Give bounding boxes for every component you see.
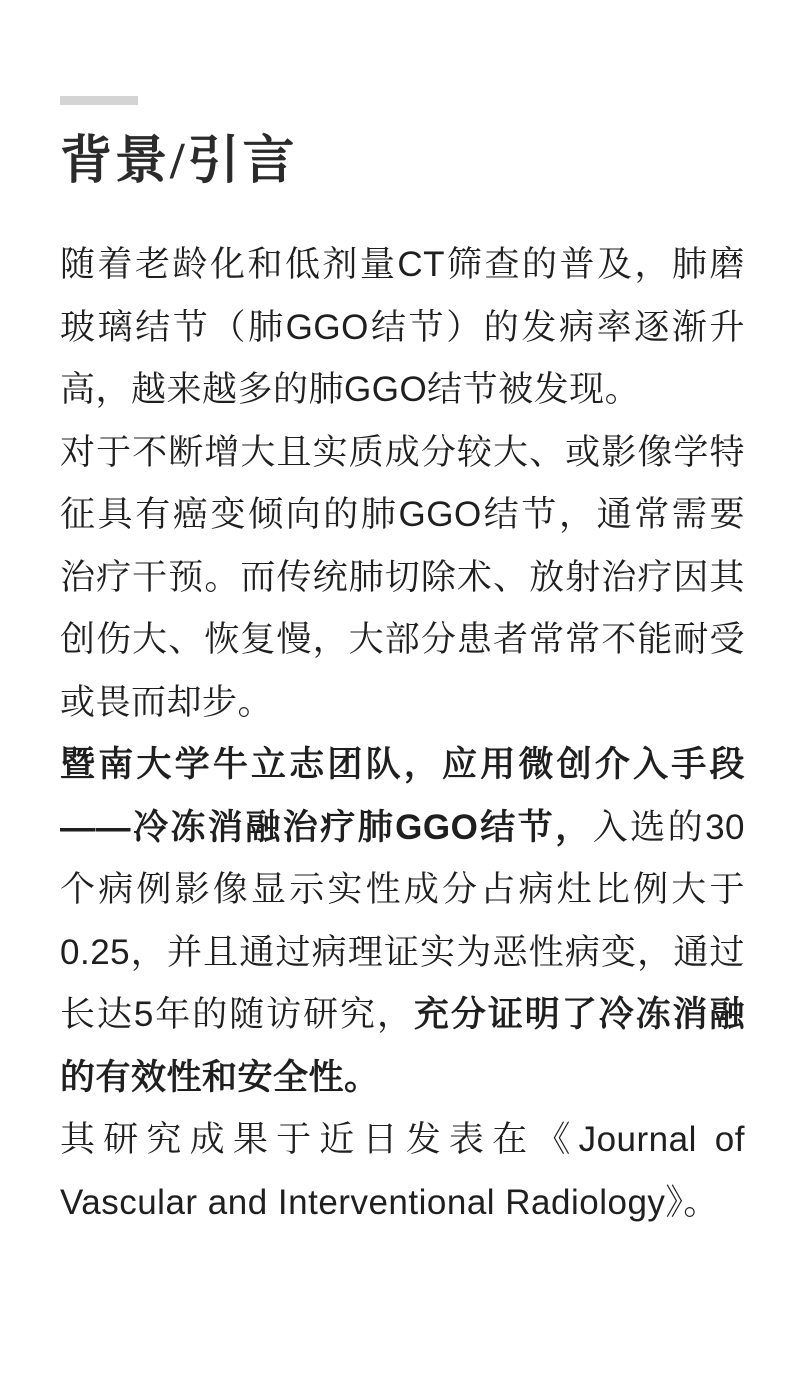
paragraph [60, 422, 745, 735]
paragraph-text: 其研究成果于近日发表在《Journal of Vascular and Interventional Radiology》。 [60, 1120, 745, 1222]
paragraph-text: 随着老龄化和低剂量CT筛查的普及，肺磨玻璃结节（肺GGO结节）的发病率逐渐升高，越来越多的肺GGO结节被发现。 [60, 245, 745, 409]
page-title: 背景/引言 [60, 133, 298, 190]
paragraph-text: 对于不断增大且实质成分较大、或影像学特征具有癌变倾向的肺GGO结节，通常需要治疗干预。而传统肺切除术、放射治疗因其创伤大、恢复慢，大部分患者常常不能耐受或畏而却步。 [60, 432, 745, 722]
paragraph [60, 1109, 745, 1234]
paragraph [60, 734, 745, 1109]
paragraph-text: 入选的30个病例影像显示实性成分占病灶比例大于0.25，并且通过病理证实为恶性病变，通过长达5年的随访研究， [60, 807, 745, 1034]
accent-bar [60, 96, 138, 105]
paragraph-text-bold: 充分证明了冷冻消融的有效性和安全性。 [60, 995, 745, 1097]
article-page [0, 96, 800, 1393]
article-body [60, 234, 745, 1234]
paragraph [60, 234, 745, 422]
paragraph-text-bold: 暨南大学牛立志团队，应用微创介入手段——冷冻消融治疗肺GGO结节， [60, 745, 745, 847]
